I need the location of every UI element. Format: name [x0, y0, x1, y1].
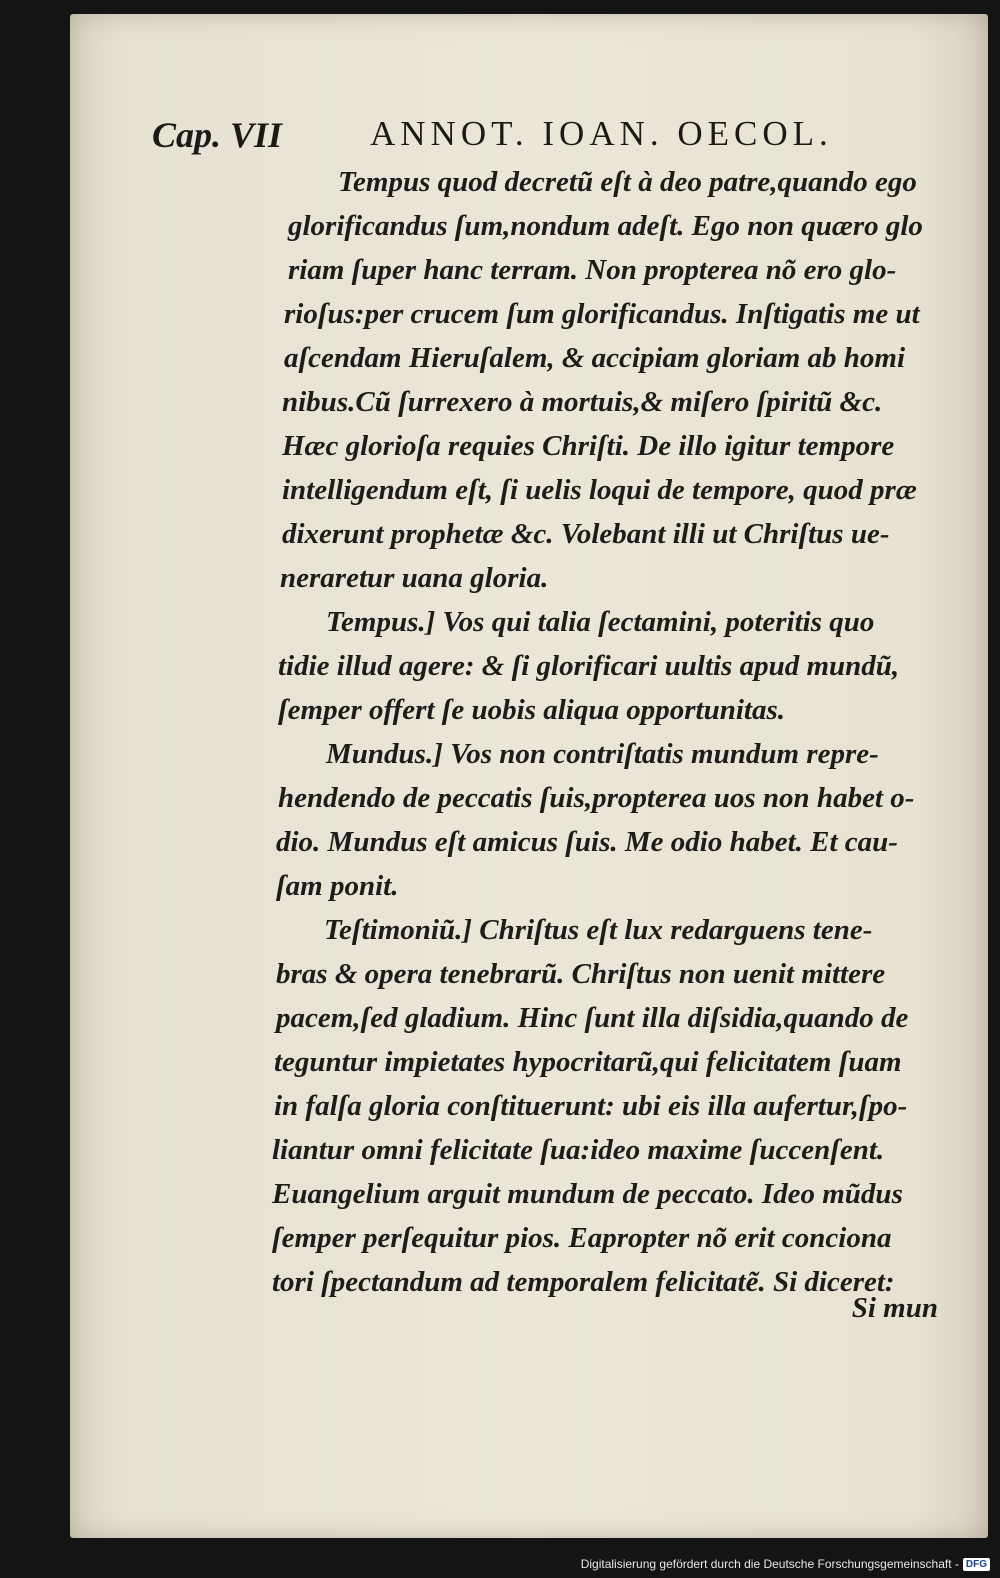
text-line: dixerunt prophetæ &c. Volebant illi ut Chriſtus ue- [282, 518, 890, 550]
catchword: Si mun [851, 1292, 938, 1324]
text-line: liantur omni felicitate ſua:ideo maxime ſuccenſent. [272, 1134, 885, 1166]
text-line: dio. Mundus eſt amicus ſuis. Me odio habet. Et cau- [276, 826, 898, 858]
credit-text: Digitalisierung gefördert durch die Deutsche Forschungsgemeinschaft - [580, 1557, 959, 1571]
text-line: Euangelium arguit mundum de peccato. Ideo mũdus [272, 1178, 903, 1210]
text-line: intelligendum eſt, ſi uelis loqui de tempore, quod præ [282, 474, 917, 506]
text-line: ſemper perſequitur pios. Eapropter nõ erit conciona [272, 1222, 892, 1254]
digitization-credit [581, 1554, 990, 1574]
dfg-logo-icon: DFG [963, 1558, 990, 1571]
book-page [70, 14, 988, 1538]
text-line: hendendo de peccatis ſuis,propterea uos non habet o- [278, 782, 915, 814]
text-line: nibus.Cũ ſurrexero à mortuis,& miſero ſpiritũ &c. [282, 386, 883, 418]
text-line: aſcendam Hieruſalem, & accipiam gloriam ab homi [284, 342, 906, 374]
text-line: glorificandus ſum,nondum adeſt. Ego non quæro glo [288, 210, 923, 242]
text-line: in falſa gloria conſtituerunt: ubi eis illa aufertur,ſpo- [274, 1090, 908, 1122]
text-line: bras & opera tenebrarũ. Chriſtus non uenit mittere [276, 958, 886, 990]
text-line: tori ſpectandum ad temporalem felicitatẽ. Si diceret: [272, 1266, 895, 1298]
text-line: pacem,ſed gladium. Hinc ſunt illa diſsidia,quando de [276, 1002, 909, 1034]
running-title: ANNOT. IOAN. OECOL. [370, 114, 833, 153]
chapter-label: Cap. VII [152, 115, 283, 155]
text-line: Teſtimoniũ.] Chriſtus eſt lux redarguens tene- [324, 914, 873, 946]
text-line: rioſus:per crucem ſum glorificandus. Inſtigatis me ut [284, 298, 920, 330]
text-line: Mundus.] Vos non contriſtatis mundum repre- [326, 738, 879, 770]
text-line: ſam ponit. [276, 870, 399, 902]
text-line: Hæc glorioſa requies Chriſti. De illo igitur tempore [282, 430, 895, 462]
text-line: ſemper offert ſe uobis aliqua opportunitas. [278, 694, 785, 726]
text-line: Tempus quod decretũ eſt à deo patre,quando ego [338, 166, 917, 198]
text-line: tidie illud agere: & ſi glorificari uultis apud mundũ, [278, 650, 900, 682]
page-header [70, 114, 988, 164]
text-line: Tempus.] Vos qui talia ſectamini, poteritis quo [326, 606, 875, 638]
text-line: riam ſuper hanc terram. Non propterea nõ ero glo- [288, 254, 897, 286]
text-line: teguntur impietates hypocritarũ,qui felicitatem ſuam [274, 1046, 902, 1078]
text-line: neraretur uana gloria. [280, 562, 549, 594]
